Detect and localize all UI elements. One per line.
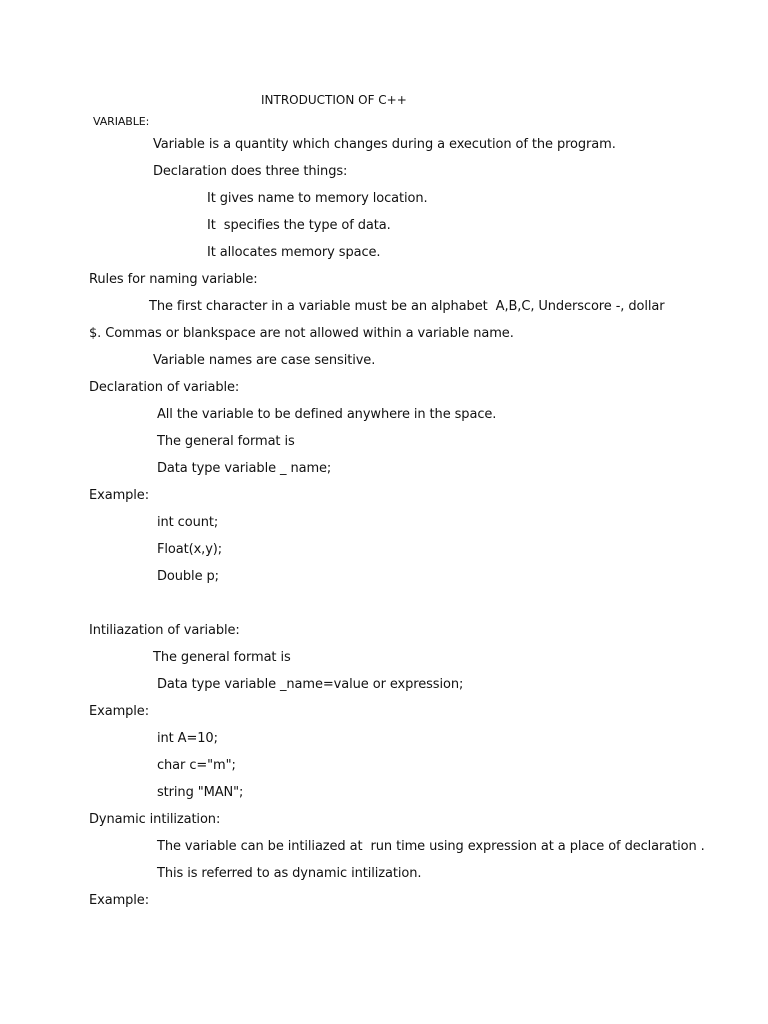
example-label: Example: [89, 704, 149, 719]
declaration-point: It gives name to memory location. [207, 191, 428, 206]
declaration-heading: Declaration of variable: [89, 380, 240, 395]
example-label: Example: [89, 893, 149, 908]
dynamic-line: This is referred to as dynamic intilization. [157, 866, 422, 881]
variable-definition: Variable is a quantity which changes during a execution of the program. [153, 137, 616, 152]
declaration-point: It allocates memory space. [207, 245, 381, 260]
rules-heading: Rules for naming variable: [89, 272, 258, 287]
code-line: Double p; [157, 569, 219, 584]
declaration-intro: Declaration does three things: [153, 164, 348, 179]
declaration-line: All the variable to be defined anywhere in the space. [157, 407, 497, 422]
rules-line: $. Commas or blankspace are not allowed within a variable name. [89, 326, 514, 341]
declaration-point: It specifies the type of data. [207, 218, 391, 233]
variable-heading: VARIABLE: [93, 115, 150, 128]
code-line: int A=10; [157, 731, 218, 746]
rules-line: The first character in a variable must be an alphabet A,B,C, Underscore -, dollar [149, 299, 665, 314]
code-line: char c="m"; [157, 758, 236, 773]
dynamic-line: The variable can be intiliazed at run time using expression at a place of declaration . [157, 839, 705, 854]
rules-line: Variable names are case sensitive. [153, 353, 376, 368]
code-line: Float(x,y); [157, 542, 223, 557]
page-title: INTRODUCTION OF C++ [261, 93, 407, 107]
initialization-heading: Intiliazation of variable: [89, 623, 240, 638]
initialization-line: Data type variable _name=value or expression; [157, 677, 464, 692]
code-line: string "MAN"; [157, 785, 244, 800]
declaration-line: The general format is [157, 434, 295, 449]
initialization-line: The general format is [153, 650, 291, 665]
example-label: Example: [89, 488, 149, 503]
dynamic-heading: Dynamic intilization: [89, 812, 221, 827]
code-line: int count; [157, 515, 219, 530]
declaration-line: Data type variable _ name; [157, 461, 332, 476]
